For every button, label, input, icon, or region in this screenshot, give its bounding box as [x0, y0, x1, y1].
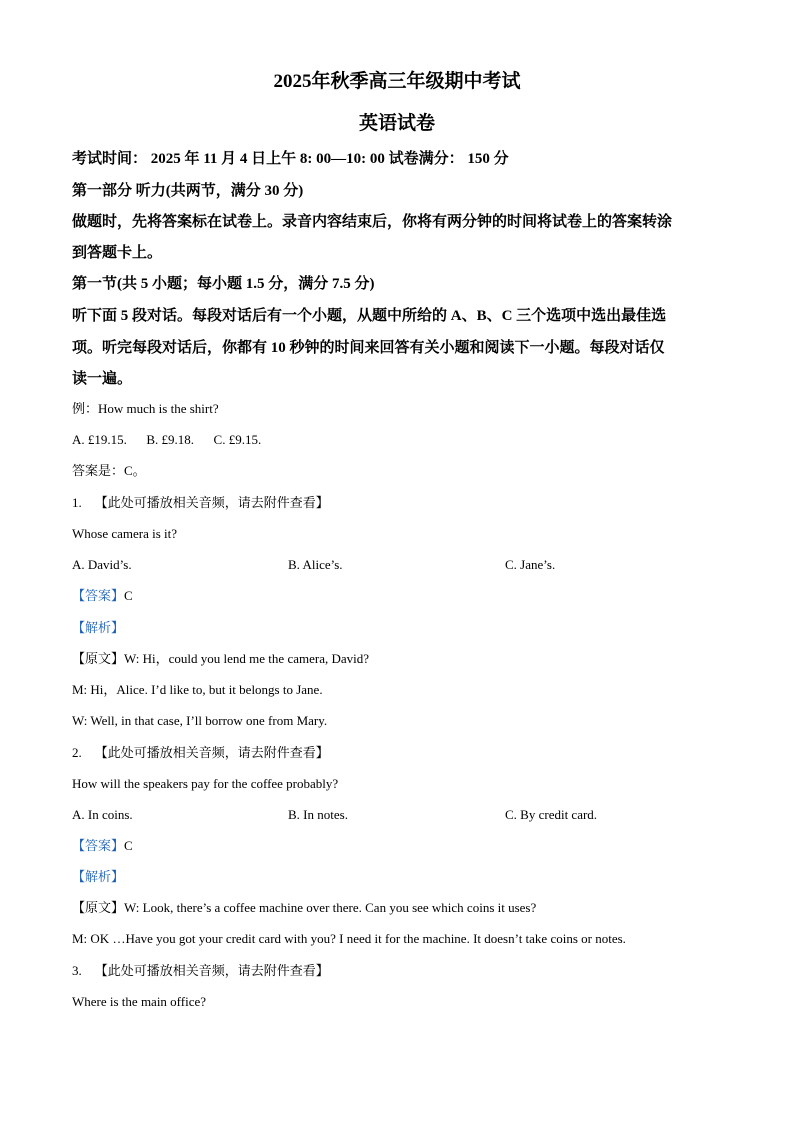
q1-label: 1. 【此处可播放相关音频，请去附件查看】 — [72, 495, 329, 510]
q1-transcript-2: M: Hi，Alice. I’d like to, but it belongs to Jane. — [72, 682, 323, 697]
section1-heading: 第一节(共 5 小题；每小题 1.5 分，满分 7.5 分) — [72, 276, 375, 292]
q2-transcript-1 — [72, 899, 536, 917]
q1-option-b: B. Alice’s. — [288, 557, 343, 572]
q2-option-a: A. In coins. — [72, 807, 133, 822]
section1-instruction-2: 项。听完每段对话后，你都有 10 秒钟的时间来回答有关小题和阅读下一小题。每段对话仅 — [72, 340, 665, 356]
q2-question: How will the speakers pay for the coffee probably? — [72, 776, 339, 791]
example-options: A. £19.15. B. £9.18. C. £9.15. — [72, 432, 262, 447]
q3-question: Where is the main office? — [72, 994, 207, 1009]
q2-transcript-2: M: OK …Have you got your credit card with you? I need it for the machine. It doesn’t take coins or notes. — [72, 931, 626, 946]
example-question: 例：How much is the shirt? — [72, 401, 219, 416]
section1-instruction-3: 读一遍。 — [72, 371, 133, 387]
q1-transcript-1 — [72, 650, 369, 668]
answer-tag: 【答案】 — [72, 588, 125, 603]
section1-instruction-1: 听下面 5 段对话。每段对话后有一个小题，从题中所给的 A、B、C 三个选项中选出最佳选 — [72, 308, 667, 324]
answer-value: C — [124, 588, 133, 603]
q1-option-c: C. Jane’s. — [505, 557, 556, 572]
example-answer: 答案是：C。 — [72, 463, 146, 478]
transcript-tag: 【原文】 — [72, 651, 125, 666]
q3-label: 3. 【此处可播放相关音频，请去附件查看】 — [72, 963, 329, 978]
part1-instruction-1: 做题时，先将答案标在试卷上。录音内容结束后，你将有两分钟的时间将试卷上的答案转涂 — [72, 214, 673, 230]
q2-option-c: C. By credit card. — [505, 807, 598, 822]
page-title: 2025年秋季高三年级期中考试 — [273, 71, 521, 92]
q2-label: 2. 【此处可播放相关音频，请去附件查看】 — [72, 745, 329, 760]
q2-analysis-tag: 【解析】 — [72, 869, 125, 884]
answer-tag: 【答案】 — [72, 838, 125, 853]
part1-instruction-2: 到答题卡上。 — [72, 245, 163, 261]
q1-option-a: A. David’s. — [72, 557, 132, 572]
exam-info: 考试时间： 2025 年 11 月 4 日上午 8: 00—10: 00 试卷满分： 150 分 — [72, 151, 509, 167]
q1-answer — [72, 587, 133, 605]
page-subtitle: 英语试卷 — [358, 113, 435, 134]
transcript-text: W: Look, there’s a coffee machine over there. Can you see which coins it uses? — [124, 900, 537, 915]
transcript-tag: 【原文】 — [72, 900, 125, 915]
q1-analysis-tag: 【解析】 — [72, 620, 125, 635]
q1-question: Whose camera is it? — [72, 526, 178, 541]
part1-heading: 第一部分 听力(共两节，满分 30 分) — [72, 183, 304, 199]
q2-answer — [72, 837, 133, 855]
answer-value: C — [124, 838, 133, 853]
q2-option-b: B. In notes. — [288, 807, 348, 822]
transcript-text: W: Hi，could you lend me the camera, David? — [124, 651, 370, 666]
q1-transcript-3: W: Well, in that case, I’ll borrow one from Mary. — [72, 713, 328, 728]
